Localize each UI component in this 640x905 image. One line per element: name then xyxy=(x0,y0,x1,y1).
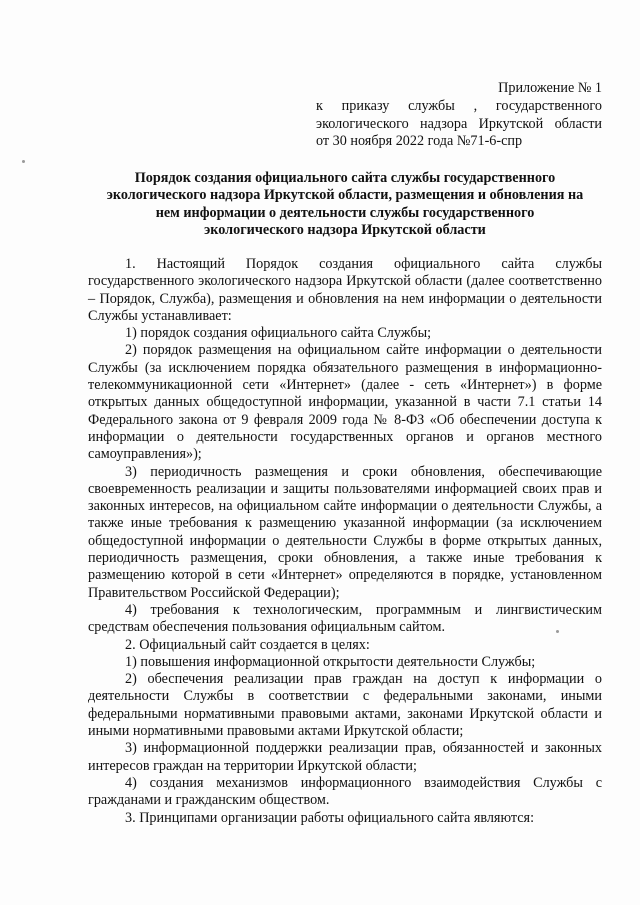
appendix-title: Приложение № 1 xyxy=(498,80,602,96)
paragraph-1-item-3: 3) периодичность размещения и сроки обновления, обеспечивающие своевременность реализации и защиты пользователями информацией своих прав и законных интересов, на официальном сайте информации о деятельности Службы, а также иные требования к размещению указанной информации (за исключением общедоступной информации о деятельности Службы в форме открытых данных, периодичность размещения, сроки обновления, а также иные требования к размещению которой в сети «Интернет» определяются в порядке, установленном Правительством Российской Федерации); xyxy=(88,463,602,601)
paragraph-1-item-4: 4) требования к технологическим, программным и лингвистическим средствам обеспечения пользования официальным сайтом. xyxy=(88,601,602,636)
paragraph-2-item-4: 4) создания механизмов информационного взаимодействия Службы с гражданами и гражданским обществом. xyxy=(88,774,602,809)
paragraph-2: 2. Официальный сайт создается в целях: xyxy=(125,636,370,653)
title-line: нем информации о деятельности службы государственного xyxy=(155,204,535,221)
appendix-line: от 30 ноября 2022 года №71-6-спр xyxy=(316,132,523,149)
paragraph-2-item-1: 1) повышения информационной открытости деятельности Службы; xyxy=(125,653,536,670)
document-title xyxy=(88,170,602,240)
appendix-line: к приказу службы , государственного xyxy=(316,98,602,115)
appendix-line: экологического надзора Иркутской области xyxy=(316,115,602,132)
paragraph-1: 1. Настоящий Порядок создания официального сайта службы государственного экологического надзора Иркутской области (далее соответственно – Порядок, Служба), размещения и обновления на нем информации о деятельности Службы устанавливает: xyxy=(88,256,602,324)
title-line: экологического надзора Иркутской области xyxy=(204,222,486,239)
document-body xyxy=(88,256,602,827)
title-line: Порядок создания официального сайта службы государственного xyxy=(134,170,556,186)
paragraph-2-item-2: 2) обеспечения реализации прав граждан на доступ к информации о деятельности Службы в соответствии с федеральными законами, иными федеральными нормативными правовыми актами, законами Иркутской области и иными нормативными правовыми актами Иркутской области; xyxy=(88,671,602,740)
paragraph-2-item-3: 3) информационной поддержки реализации прав, обязанностей и законных интересов граждан на территории Иркутской области; xyxy=(88,740,602,774)
appendix-block xyxy=(316,80,602,150)
scan-speck xyxy=(22,160,25,163)
paragraph-1-item-1: 1) порядок создания официального сайта Службы; xyxy=(125,325,432,342)
title-line: экологического надзора Иркутской области, размещения и обновления на xyxy=(106,187,584,204)
paragraph-1-item-2: 2) порядок размещения на официальном сайте информации о деятельности Службы (за исключением порядка обязательного размещения в информационно-телекоммуникационной сети «Интернет» (далее - сеть «Интернет») в форме открытых данных общедоступной информации, указанной в части 7.1 статьи 14 Федерального закона от 9 февраля 2009 года № 8-ФЗ «Об обеспечении доступа к информации о деятельности государственных органов и органов местного самоуправления»); xyxy=(88,342,602,463)
paragraph-3: 3. Принципами организации работы официального сайта являются: xyxy=(125,809,535,826)
scan-speck xyxy=(556,630,559,633)
